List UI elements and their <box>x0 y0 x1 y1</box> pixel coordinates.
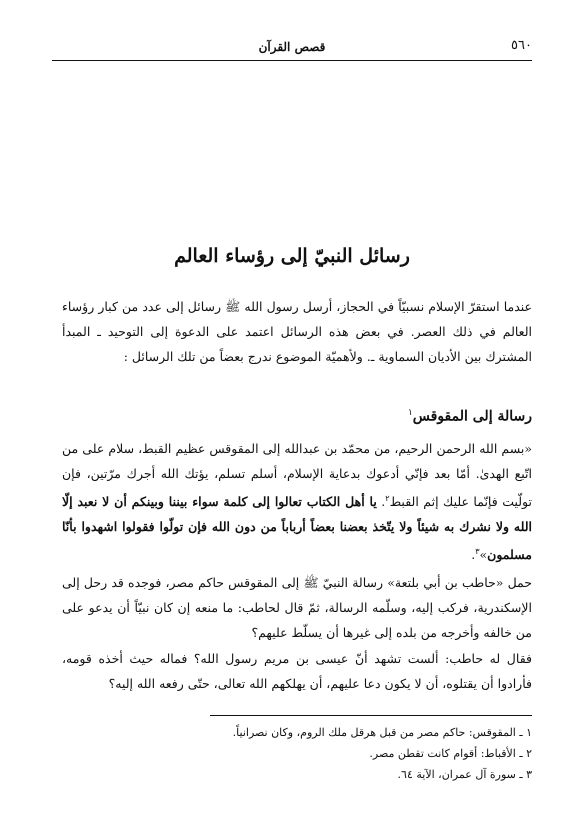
footnote-1: ١ ـ المقوقس: حاكم مصر من قبل هرقل ملك الروم، وكان نصرانياً. <box>232 726 532 739</box>
letter-end: . <box>471 547 476 563</box>
footnote-ref-1: ١ <box>407 408 413 418</box>
narrative-paragraph: فقال له حاطب: ألست تشهد أنّ عيسى بن مريم رسول الله؟ فماله حيث أخذه قومه، فأرادوا أن يقتلوه، أن لا يكون دعا عليهم، أن يهلكهم الله تعالى، حتّى رفعه الله إليه؟ <box>62 651 532 691</box>
letter-body: «بسم الله الرحمن الرحيم، من محمّد بن عبدالله إلى المقوقس عظيم القبط، سلام على من اتّبع الهدىٰ. أمّا بعد فإنّي أدعوك بدعاية الإسلام، أسلم تسلم، يؤتك الله أجرك مرّتين، فإن تولّيت فإنّما عليك إثم القبط <box>62 441 532 510</box>
footnotes <box>210 722 532 785</box>
chapter-title: رسائل النبيّ إلى رؤساء العالم <box>174 245 410 267</box>
running-title: قصص القرآن <box>258 40 326 54</box>
page-number: ٥٦٠ <box>511 38 532 53</box>
narrative-paragraph: حمل «حاطب بن أبي بلتعة» رسالة النبيّ ﷺ إلى المقوقس حاكم مصر، فوجده قد رحل إلى الإسكندرية، فركب إليه، وسلّمه الرسالة، ثمّ قال لحاطب: ما منعه إن كان نبيّاً أن يدعو على من خالفه وأخرجه من بلده إلى غيرها أن يسلّط عليهم؟ <box>62 575 532 640</box>
quran-verse: يا أهل الكتاب تعالوا إلى كلمة سواء بيننا وبينكم أن لا نعبد إلّا الله ولا نشرك به شيئاً ولا يتّخذ بعضنا بعضاً أرباباً من دون الله فإن تولّوا فقولوا اشهدوا بأنّا مسلمون <box>62 494 532 563</box>
letter-close-quote: » <box>479 547 488 563</box>
page-header <box>52 36 532 58</box>
header-rule <box>52 60 532 61</box>
letter-separator: . <box>376 494 386 510</box>
intro-paragraph: عندما استقرّ الإسلام نسبيّاً في الحجاز، أرسل رسول الله ﷺ رسائل إلى عدد من كبار رؤساء العالم في ذلك العصر. في بعض هذه الرسائل اعتمد على الدعوة إلى التوحيد ـ المبدأ المشترك بين الأديان السماوية ـ. ولأهميّة الموضوع ندرج بعضاً من تلك الرسائل : <box>62 299 532 364</box>
footnote-2: ٢ ـ الأقباط: أقوام كانت تقطن مصر. <box>369 747 532 760</box>
footnote-rule <box>210 715 532 716</box>
footnote-3: ٣ ـ سورة آل عمران، الآية ٦٤. <box>397 768 532 781</box>
letter-text <box>62 436 532 567</box>
footnote-ref-2: ٢ <box>385 494 390 503</box>
section-heading-text: رسالة إلى المقوقس <box>412 408 532 425</box>
section-heading <box>232 408 532 425</box>
footnote-ref-3: ٣ <box>475 547 480 557</box>
